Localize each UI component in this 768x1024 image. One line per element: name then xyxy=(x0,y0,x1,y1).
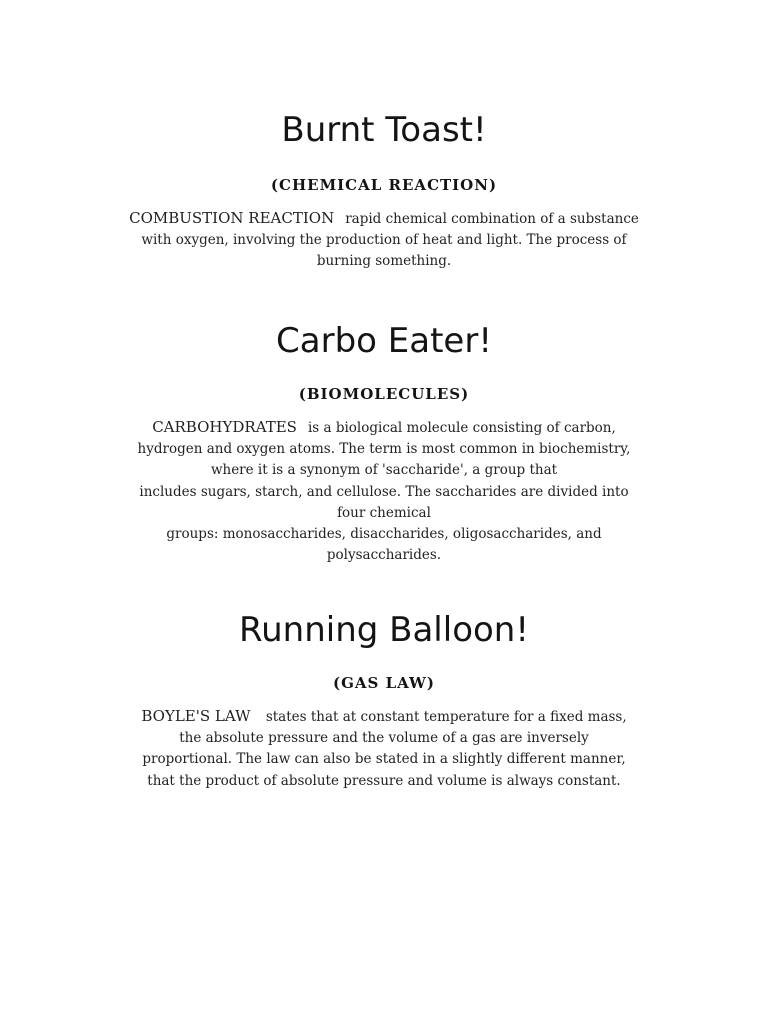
definition-paragraph xyxy=(0,208,768,273)
section-subtitle: (CHEMICAL REACTION) xyxy=(270,176,498,194)
paragraph-line: that the product of absolute pressure and volume is always constant. xyxy=(147,772,621,789)
paragraph-line: where it is a synonym of 'saccharide', a group that xyxy=(210,462,558,479)
section-subtitle: (GAS LAW) xyxy=(333,674,435,692)
paragraph-line xyxy=(0,417,768,439)
paragraph-line: burning something. xyxy=(316,253,452,270)
paragraph-line: with oxygen, involving the production of heat and light. The process of xyxy=(141,232,627,249)
paragraph-line: polysaccharides. xyxy=(326,547,442,564)
paragraph-line: the absolute pressure and the volume of a gas are inversely xyxy=(179,730,589,747)
paragraph-line: proportional. The law can also be stated in a slightly different manner, xyxy=(142,751,626,768)
paragraph-line xyxy=(0,208,768,230)
definition-term: COMBUSTION REACTION xyxy=(129,209,335,227)
definition-term: CARBOHYDRATES xyxy=(152,418,297,436)
section-subtitle: (BIOMOLECULES) xyxy=(298,385,470,403)
section-title: Burnt Toast! xyxy=(281,110,487,150)
paragraph-line: groups: monosaccharides, disaccharides, oligosaccharides, and xyxy=(166,526,602,543)
section-title: Carbo Eater! xyxy=(276,321,492,361)
definition-paragraph xyxy=(0,706,768,792)
paragraph-text: rapid chemical combination of a substance xyxy=(345,211,639,227)
paragraph-text: states that at constant temperature for a fixed mass, xyxy=(261,709,627,725)
paragraph-line xyxy=(0,706,768,728)
paragraph-line: four chemical xyxy=(337,504,431,521)
section-title: Running Balloon! xyxy=(239,610,529,650)
paragraph-line: hydrogen and oxygen atoms. The term is most common in biochemistry, xyxy=(137,441,631,458)
definition-term: BOYLE'S LAW xyxy=(141,707,251,725)
paragraph-line: includes sugars, starch, and cellulose. The saccharides are divided into xyxy=(139,483,629,500)
paragraph-text: is a biological molecule consisting of carbon, xyxy=(307,420,616,436)
definition-paragraph xyxy=(0,417,768,566)
